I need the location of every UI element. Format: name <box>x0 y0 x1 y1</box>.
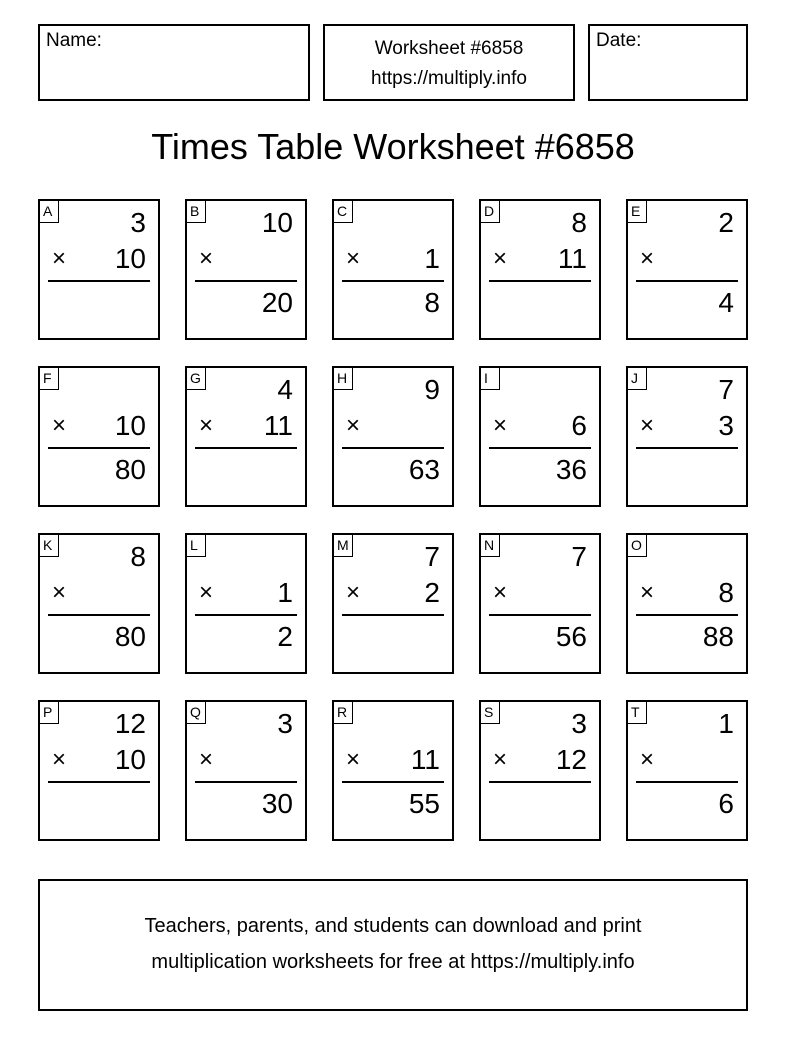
problem-letter: B <box>187 201 206 223</box>
times-sign: × <box>640 412 655 439</box>
multiplicand: 3 <box>130 207 146 238</box>
product: 88 <box>702 621 734 652</box>
answer-line <box>636 781 738 783</box>
times-sign: × <box>640 245 655 272</box>
multiplier: 11 <box>410 744 440 775</box>
product: 36 <box>555 454 587 485</box>
multiplier: 11 <box>263 410 293 441</box>
problem-card <box>479 533 601 674</box>
times-sign: × <box>52 579 67 606</box>
multiplicand: 10 <box>261 207 293 238</box>
times-sign: × <box>346 746 361 773</box>
multiplicand: 7 <box>571 541 587 572</box>
problem-letter: J <box>628 368 647 390</box>
product: 8 <box>424 287 440 318</box>
multiplicand: 7 <box>718 374 734 405</box>
problem-card <box>38 533 160 674</box>
multiplicand: 2 <box>718 207 734 238</box>
times-sign: × <box>346 579 361 606</box>
times-sign: × <box>199 245 214 272</box>
multiplier: 11 <box>557 243 587 274</box>
times-sign: × <box>640 746 655 773</box>
answer-line <box>48 447 150 449</box>
times-sign: × <box>52 746 67 773</box>
multiplier: 10 <box>114 410 146 441</box>
problem-card <box>38 366 160 507</box>
times-sign: × <box>199 746 214 773</box>
times-sign: × <box>52 412 67 439</box>
answer-line <box>636 614 738 616</box>
problem-card <box>626 199 748 340</box>
product: 20 <box>261 287 293 318</box>
problem-card <box>626 700 748 841</box>
multiplier: 1 <box>424 243 440 274</box>
product: 56 <box>555 621 587 652</box>
problem-letter: E <box>628 201 647 223</box>
multiplicand: 8 <box>571 207 587 238</box>
answer-line <box>636 280 738 282</box>
problem-letter: K <box>40 535 59 557</box>
product: 4 <box>718 287 734 318</box>
answer-line <box>195 614 297 616</box>
problem-card <box>38 199 160 340</box>
worksheet-number: Worksheet #6858 <box>374 38 524 59</box>
problem-letter: C <box>334 201 353 223</box>
times-sign: × <box>493 579 508 606</box>
multiplicand: 4 <box>277 374 293 405</box>
problem-letter: I <box>481 368 500 390</box>
problem-card <box>185 199 307 340</box>
problem-letter: P <box>40 702 59 724</box>
multiplier: 6 <box>571 410 587 441</box>
footer-line-2: multiplication worksheets for free at https://multiply.info <box>151 951 635 973</box>
multiplicand: 1 <box>718 708 734 739</box>
answer-line <box>195 280 297 282</box>
answer-line <box>48 614 150 616</box>
multiplier: 3 <box>718 410 734 441</box>
multiplicand: 3 <box>277 708 293 739</box>
answer-line <box>195 781 297 783</box>
times-sign: × <box>346 412 361 439</box>
problem-card <box>479 199 601 340</box>
product: 80 <box>114 454 146 485</box>
times-sign: × <box>640 579 655 606</box>
answer-line <box>489 280 591 282</box>
multiplier: 1 <box>277 577 293 608</box>
problem-card <box>332 199 454 340</box>
product: 6 <box>718 788 734 819</box>
problem-card <box>332 700 454 841</box>
multiplier: 10 <box>114 243 146 274</box>
times-sign: × <box>52 245 67 272</box>
answer-line <box>489 614 591 616</box>
answer-line <box>342 614 444 616</box>
product: 63 <box>408 454 440 485</box>
answer-line <box>48 781 150 783</box>
date-label: Date: <box>596 30 642 51</box>
product: 30 <box>261 788 293 819</box>
problem-letter: L <box>187 535 206 557</box>
multiplier: 10 <box>114 744 146 775</box>
problem-letter: D <box>481 201 500 223</box>
multiplier: 12 <box>555 744 587 775</box>
times-sign: × <box>199 412 214 439</box>
footer-box <box>38 879 748 1011</box>
answer-line <box>636 447 738 449</box>
problem-letter: M <box>334 535 353 557</box>
times-sign: × <box>346 245 361 272</box>
problem-card <box>626 366 748 507</box>
problem-letter: R <box>334 702 353 724</box>
problem-card <box>332 533 454 674</box>
worksheet-url: https://multiply.info <box>371 68 527 89</box>
times-sign: × <box>493 412 508 439</box>
problem-letter: H <box>334 368 353 390</box>
answer-line <box>489 781 591 783</box>
problem-card <box>185 533 307 674</box>
problem-letter: S <box>481 702 500 724</box>
answer-line <box>489 447 591 449</box>
answer-line <box>342 781 444 783</box>
problem-letter: Q <box>187 702 206 724</box>
multiplier: 2 <box>424 577 440 608</box>
page-title: Times Table Worksheet #6858 <box>151 126 635 167</box>
problem-card <box>626 533 748 674</box>
footer-line-1: Teachers, parents, and students can download and print <box>144 915 642 937</box>
times-sign: × <box>493 245 508 272</box>
problem-card <box>332 366 454 507</box>
problem-card <box>479 700 601 841</box>
answer-line <box>342 447 444 449</box>
multiplicand: 8 <box>130 541 146 572</box>
problem-letter: N <box>481 535 500 557</box>
problem-letter: F <box>40 368 59 390</box>
problem-card <box>185 700 307 841</box>
answer-line <box>342 280 444 282</box>
problem-letter: G <box>187 368 206 390</box>
product: 55 <box>408 788 440 819</box>
problem-letter: O <box>628 535 647 557</box>
multiplicand: 9 <box>424 374 440 405</box>
product: 2 <box>277 621 293 652</box>
multiplicand: 12 <box>114 708 146 739</box>
problem-card <box>185 366 307 507</box>
answer-line <box>48 280 150 282</box>
times-sign: × <box>493 746 508 773</box>
answer-line <box>195 447 297 449</box>
multiplicand: 7 <box>424 541 440 572</box>
product: 80 <box>114 621 146 652</box>
problem-letter: T <box>628 702 647 724</box>
multiplicand: 3 <box>571 708 587 739</box>
multiplier: 8 <box>718 577 734 608</box>
times-sign: × <box>199 579 214 606</box>
problem-card <box>479 366 601 507</box>
problem-card <box>38 700 160 841</box>
problem-letter: A <box>40 201 59 223</box>
name-label: Name: <box>46 30 102 51</box>
